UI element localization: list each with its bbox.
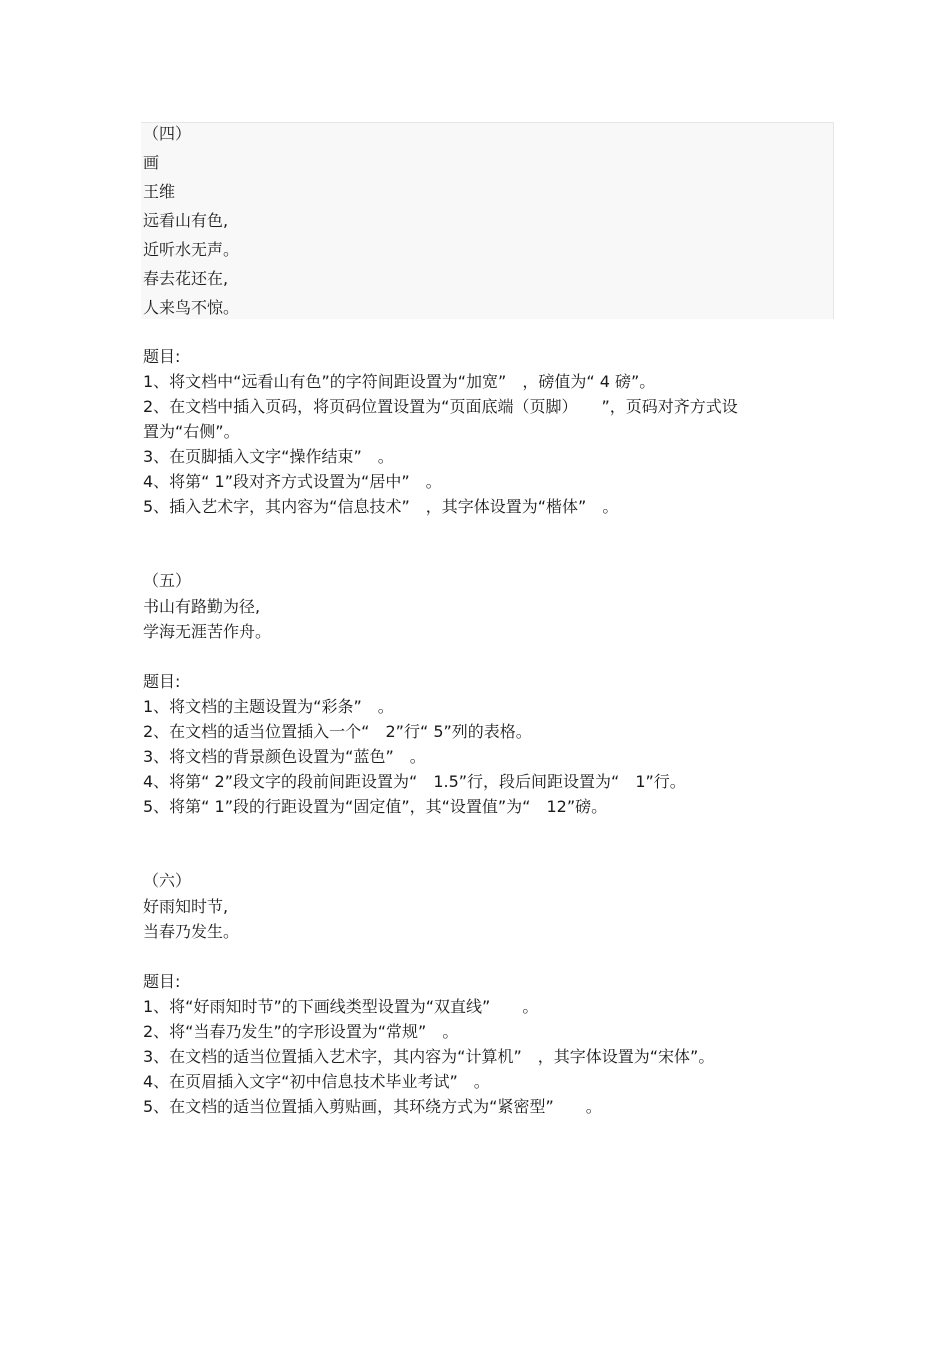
task-item: 5、将第“ 1”段的行距设置为“固定值”，其“设置值”为“ 12”磅。 <box>143 797 608 816</box>
task-item: 2、在文档中插入页码，将页码位置设置为“页面底端（页脚） ”，页码对齐方式设 <box>143 397 738 416</box>
poem-line: 学海无涯苦作舟。 <box>143 622 272 641</box>
task-item: 4、将第“ 1”段对齐方式设置为“居中” 。 <box>143 472 442 491</box>
poem-line: 远看山有色, <box>143 211 229 230</box>
poem-line: 近听水无声。 <box>143 240 240 259</box>
poem-line: 春去花还在, <box>143 269 229 288</box>
poem-line: 书山有路勤为径, <box>143 597 261 616</box>
task-item: 2、将“当春乃发生”的字形设置为“常规” 。 <box>143 1022 459 1041</box>
section-5-heading: （五） <box>143 571 192 590</box>
task-item: 1、将文档的主题设置为“彩条” 。 <box>143 697 394 716</box>
task-item: 3、在文档的适当位置插入艺术字，其内容为“计算机” ，其字体设置为“宋体”。 <box>143 1047 715 1066</box>
task-label: 题目: <box>143 347 181 366</box>
section-6-heading: （六） <box>143 871 192 890</box>
task-item: 3、将文档的背景颜色设置为“蓝色” 。 <box>143 747 426 766</box>
task-item: 置为“右侧”。 <box>143 422 240 441</box>
task-item: 2、在文档的适当位置插入一个“ 2”行“ 5”列的表格。 <box>143 722 532 741</box>
task-label: 题目: <box>143 972 181 991</box>
task-item: 4、在页眉插入文字“初中信息技术毕业考试” 。 <box>143 1072 490 1091</box>
task-item: 3、在页脚插入文字“操作结束” 。 <box>143 447 394 466</box>
poem-box <box>141 122 834 319</box>
task-item: 1、将文档中“远看山有色”的字符间距设置为“加宽” ，磅值为“ 4 磅”。 <box>143 372 656 391</box>
poem-line: 好雨知时节, <box>143 897 229 916</box>
task-label: 题目: <box>143 672 181 691</box>
task-item: 1、将“好雨知时节”的下画线类型设置为“双直线” 。 <box>143 997 539 1016</box>
task-item: 4、将第“ 2”段文字的段前间距设置为“ 1.5”行，段后间距设置为“ 1”行。 <box>143 772 686 791</box>
task-item: 5、插入艺术字，其内容为“信息技术” ，其字体设置为“楷体” 。 <box>143 497 619 516</box>
poem-title: 画 <box>143 153 160 172</box>
poem-line: 当春乃发生。 <box>143 922 240 941</box>
section-4-heading: （四） <box>143 124 192 143</box>
poem-author: 王维 <box>143 182 176 201</box>
task-item: 5、在文档的适当位置插入剪贴画，其环绕方式为“紧密型” 。 <box>143 1097 602 1116</box>
poem-line: 人来鸟不惊。 <box>143 298 240 317</box>
